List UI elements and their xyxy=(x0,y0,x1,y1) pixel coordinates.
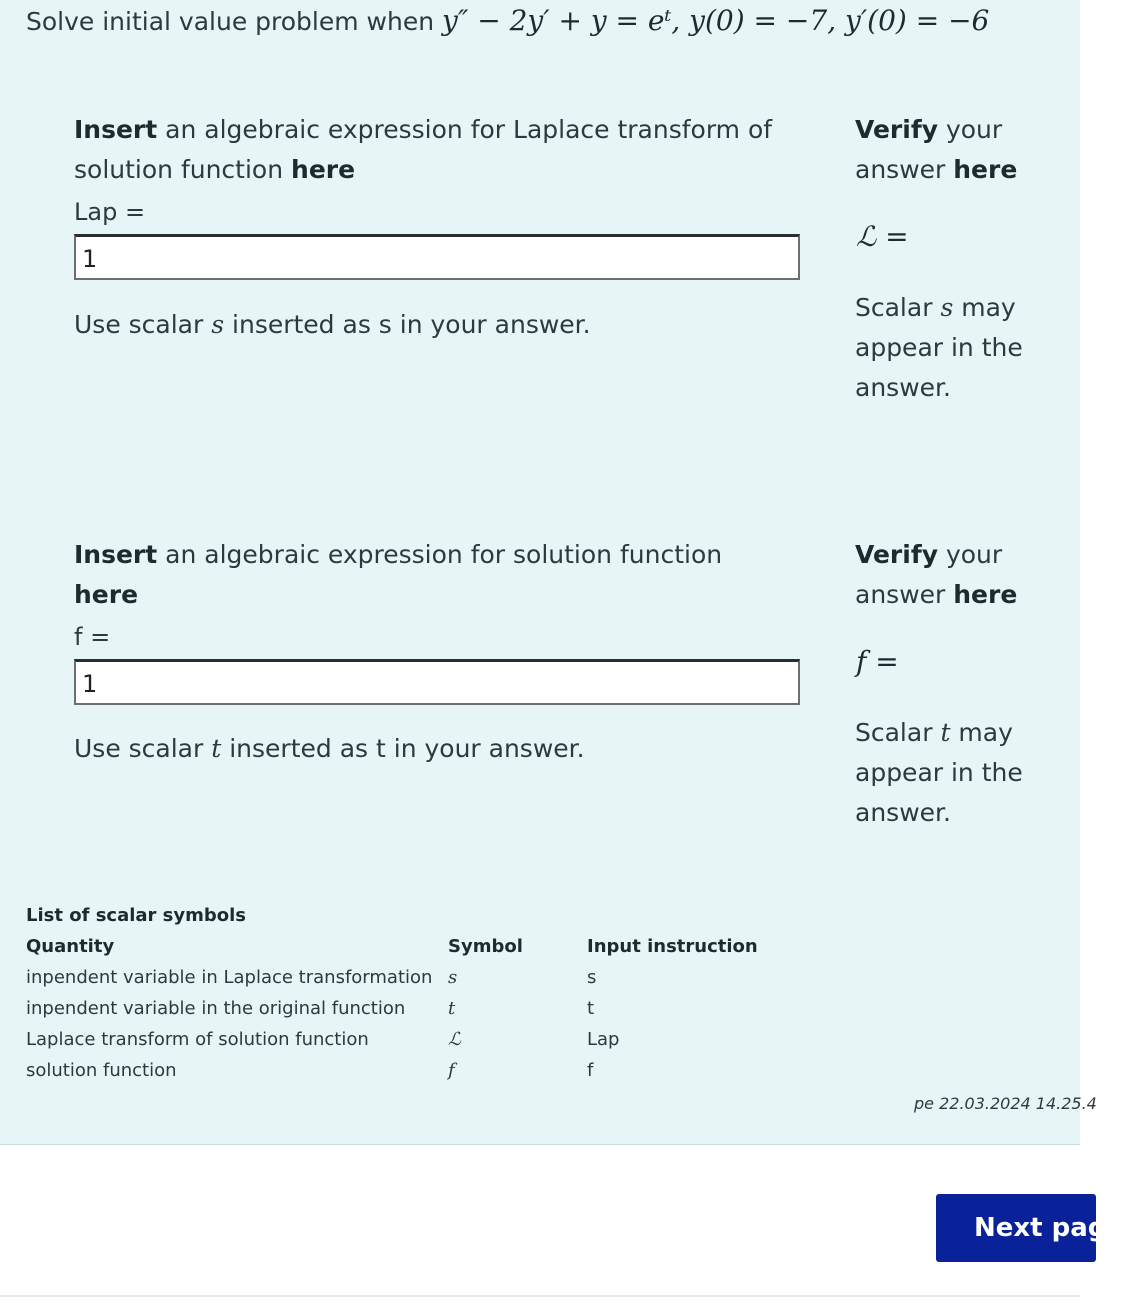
row-input: Lap xyxy=(587,1029,620,1050)
laplace-hint xyxy=(74,310,591,339)
solution-hint-prefix: Use scalar xyxy=(74,734,212,763)
row-symbol: ℒ xyxy=(448,1029,461,1050)
solution-instruction xyxy=(74,535,794,615)
header-quantity: Quantity xyxy=(26,936,115,957)
problem-equation: y″ − 2y′ + y = eᵗ, y(0) = −7, y′(0) = −6 xyxy=(442,4,990,37)
next-page-button[interactable]: Next page xyxy=(936,1194,1096,1262)
solution-verify-note xyxy=(855,713,1065,833)
laplace-note-symbol: s xyxy=(940,293,954,322)
laplace-insert-word: Insert xyxy=(74,115,158,144)
symbols-table-title: List of scalar symbols xyxy=(26,905,247,926)
laplace-verify-note xyxy=(855,288,1065,408)
laplace-field-label: Lap = xyxy=(74,198,146,226)
solution-hint xyxy=(74,734,585,763)
solution-here-word: here xyxy=(74,580,139,609)
solution-hint-symbol: t xyxy=(211,734,222,763)
laplace-hint-suffix: inserted as s in your answer. xyxy=(224,310,591,339)
laplace-hint-symbol: s xyxy=(211,310,225,339)
solution-hint-suffix: inserted as t in your answer. xyxy=(221,734,585,763)
laplace-instruction xyxy=(74,110,794,190)
row-input: t xyxy=(587,998,595,1019)
solution-verify xyxy=(855,535,1065,615)
laplace-here-word: here xyxy=(291,155,356,184)
row-input: f xyxy=(587,1060,594,1081)
timestamp: pe 22.03.2024 14.25.4 xyxy=(914,1094,1097,1113)
laplace-input[interactable]: 1 xyxy=(74,234,800,280)
laplace-verify-text: your answer xyxy=(855,115,1003,184)
laplace-verify xyxy=(855,110,1065,190)
row-quantity: solution function xyxy=(26,1060,177,1081)
solution-verify-here: here xyxy=(953,580,1018,609)
header-input-instruction: Input instruction xyxy=(587,936,758,957)
laplace-note-suffix: may appear in the answer. xyxy=(855,293,1023,402)
solution-verify-word: Verify xyxy=(855,540,939,569)
row-symbol: f xyxy=(448,1060,455,1081)
laplace-verify-word: Verify xyxy=(855,115,939,144)
row-quantity: inpendent variable in Laplace transformation xyxy=(26,967,433,988)
row-symbol: t xyxy=(448,998,456,1019)
solution-note-suffix: may appear in the answer. xyxy=(855,718,1023,827)
row-input: s xyxy=(587,967,597,988)
divider xyxy=(0,1295,1080,1297)
solution-verify-text: your answer xyxy=(855,540,1003,609)
solution-verify-math: f = xyxy=(856,645,899,678)
problem-prefix: Solve initial value problem when xyxy=(26,7,435,36)
laplace-note-prefix: Scalar xyxy=(855,293,941,322)
laplace-verify-here: here xyxy=(953,155,1018,184)
laplace-hint-prefix: Use scalar xyxy=(74,310,212,339)
solution-instruction-text: an algebraic expression for solution function xyxy=(157,540,723,569)
laplace-instruction-text: an algebraic expression for Laplace transform of solution function xyxy=(74,115,773,184)
solution-field-label: f = xyxy=(74,623,111,651)
row-symbol: s xyxy=(448,967,458,988)
problem-statement xyxy=(26,4,989,37)
solution-input[interactable]: 1 xyxy=(74,659,800,705)
laplace-verify-math: ℒ = xyxy=(856,220,909,253)
solution-note-prefix: Scalar xyxy=(855,718,941,747)
header-symbol: Symbol xyxy=(448,936,523,957)
row-quantity: Laplace transform of solution function xyxy=(26,1029,369,1050)
row-quantity: inpendent variable in the original function xyxy=(26,998,406,1019)
solution-note-symbol: t xyxy=(940,718,951,747)
solution-insert-word: Insert xyxy=(74,540,158,569)
